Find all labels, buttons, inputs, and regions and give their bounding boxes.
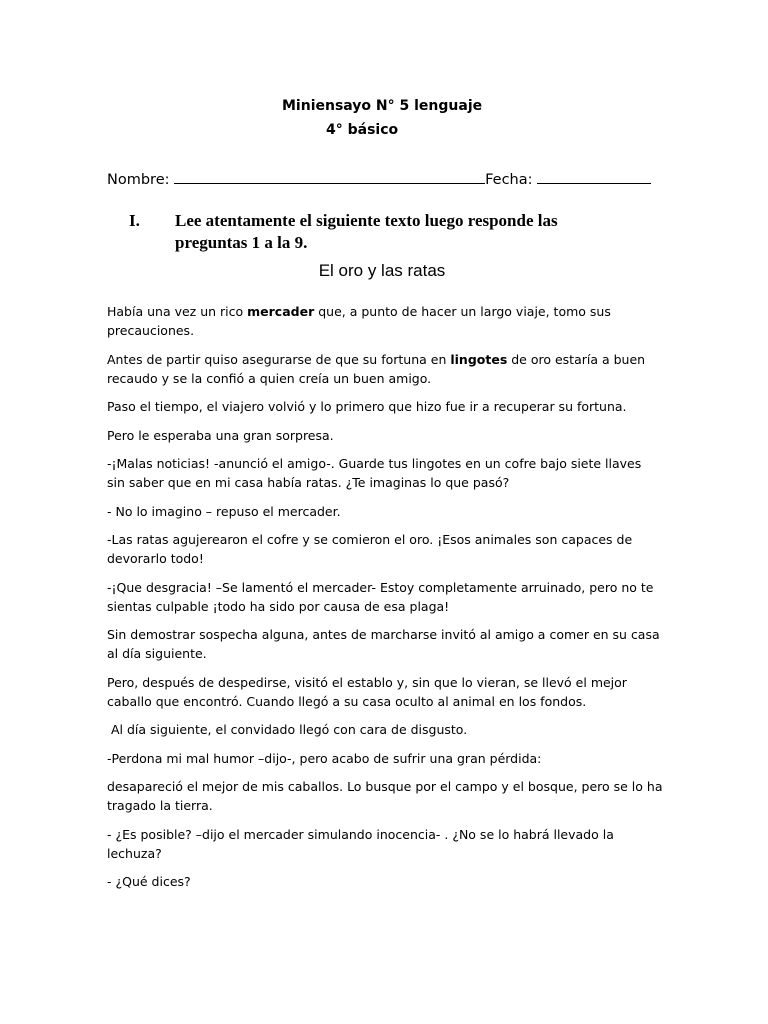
paragraph [107,350,663,388]
date-blank [537,169,651,184]
instruction-block [129,210,589,254]
bold-word: lingotes [450,351,508,367]
bold-word: mercader [247,304,315,319]
grade-label: 4° básico [326,122,399,138]
paragraph: -¡Que desgracia! –Se lamentó el mercader- Estoy completamente arruinado, pero no te sientas culpable ¡todo ha sido por causa de esa plaga! [107,579,654,614]
date-label: Fecha: [485,172,538,188]
paragraph: -Las ratas agujerearon el cofre y se comieron el oro. ¡Esos animales son capaces de devorarlo todo! [107,532,633,566]
paragraph-text: de oro estaría a buen recaudo y se la confió a quien creía un buen amigo. [107,351,646,386]
instruction-text: Lee atentamente el siguiente texto luego responde las preguntas 1 a la 9. [175,211,558,252]
paragraph: -Perdona mi mal humor –dijo-, pero acabo de sufrir una gran pérdida: [107,750,542,766]
paragraph-text: Antes de partir quiso asegurarse de que su fortuna en [107,351,451,367]
name-date-line [107,169,651,189]
paragraph: desapareció el mejor de mis caballos. Lo busque por el campo y el bosque, pero se lo ha tragado la tierra. [107,779,663,813]
paragraph: Paso el tiempo, el viajero volvió y lo primero que hizo fue ir a recuperar su fortuna. [107,399,627,414]
paragraph [107,302,663,340]
paragraph: -¡Malas noticias! -anunció el amigo-. Guarde tus lingotes en un cofre bajo siete llaves sin saber que en mi casa había ratas. ¿Te imaginas lo que pasó? [107,456,642,490]
story-body [107,302,663,901]
paragraph-text: que, a punto de hacer un largo viaje, tomo sus precauciones. [107,304,611,338]
paragraph: Pero le esperaba una gran sorpresa. [107,427,334,443]
paragraph: Sin demostrar sospecha alguna, antes de marcharse invitó al amigo a comer en su casa al día siguiente. [107,627,660,661]
name-label: Nombre: [107,172,175,188]
paragraph-text: Había una vez un rico [107,304,248,319]
story-title [0,260,768,282]
name-blank [174,169,485,184]
paragraph: Al día siguiente, el convidado llegó con cara de disgusto. [111,722,468,737]
paragraph: - No lo imagino – repuso el mercader. [107,503,341,519]
story-title-text: El oro y las ratas [318,261,446,280]
instruction-number: I. [129,211,140,230]
paragraph: - ¿Qué dices? [107,874,191,889]
paragraph: Pero, después de despedirse, visitó el establo y, sin que lo vieran, se llevó el mejor caballo que encontró. Cuando llegó a su casa oculto al animal en los fondos. [107,674,627,709]
document-title: Miniensayo N° 5 lenguaje [282,98,483,114]
paragraph: - ¿Es posible? –dijo el mercader simulando inocencia- . ¿No se lo habrá llevado la lechuza? [107,826,614,861]
